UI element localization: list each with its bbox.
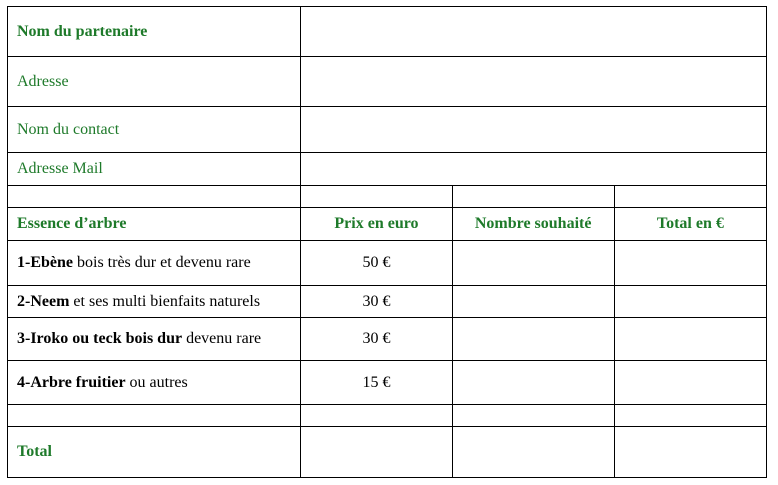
- contact-field[interactable]: [301, 107, 767, 153]
- email-row: [8, 153, 767, 186]
- spacer-cell: [8, 186, 301, 208]
- product-desc: et ses multi bienfaits naturels: [69, 292, 261, 310]
- spacer-row: [8, 186, 767, 208]
- product-row: [8, 286, 767, 318]
- product-name: 1-Ebène: [17, 254, 73, 271]
- header-species: Essence d’arbre: [8, 208, 301, 241]
- email-label: Adresse Mail: [8, 153, 301, 186]
- product-row: [8, 361, 767, 405]
- product-row: [8, 241, 767, 286]
- product-name-cell: [8, 361, 301, 405]
- email-field[interactable]: [301, 153, 767, 186]
- spacer-row: [8, 405, 767, 427]
- total-label: Total: [8, 427, 301, 478]
- spacer-cell: [8, 405, 301, 427]
- product-price: 30 €: [301, 318, 452, 361]
- contact-label: Nom du contact: [8, 107, 301, 153]
- quantity-field[interactable]: [452, 241, 614, 286]
- product-name-cell: [8, 318, 301, 361]
- partner-name-row: [8, 7, 767, 57]
- product-price: 30 €: [301, 286, 452, 318]
- row-total-field[interactable]: [614, 286, 766, 318]
- product-desc: bois très dur et devenu rare: [73, 254, 251, 271]
- header-price: Prix en euro: [301, 208, 452, 241]
- product-name: 2-Neem: [17, 292, 70, 310]
- spacer-cell: [614, 186, 766, 208]
- header-total: Total en €: [614, 208, 766, 241]
- quantity-field[interactable]: [452, 361, 614, 405]
- spacer-cell: [452, 186, 614, 208]
- row-total-field[interactable]: [614, 361, 766, 405]
- partner-name-field[interactable]: [301, 7, 767, 57]
- product-desc: devenu rare: [182, 330, 262, 347]
- partner-name-label: Nom du partenaire: [8, 7, 301, 57]
- quantity-field[interactable]: [452, 318, 614, 361]
- grand-total-field[interactable]: [614, 427, 766, 478]
- row-total-field[interactable]: [614, 318, 766, 361]
- address-label: Adresse: [8, 57, 301, 107]
- total-row: [8, 427, 767, 478]
- spacer-cell: [614, 405, 766, 427]
- contact-row: [8, 107, 767, 153]
- product-name: 4-Arbre fruitier: [17, 373, 126, 391]
- quantity-field[interactable]: [452, 286, 614, 318]
- row-total-field[interactable]: [614, 241, 766, 286]
- header-quantity: Nombre souhaité: [452, 208, 614, 241]
- product-price: 50 €: [301, 241, 452, 286]
- spacer-cell: [301, 405, 452, 427]
- product-row: [8, 318, 767, 361]
- total-price-field[interactable]: [301, 427, 452, 478]
- product-name-cell: [8, 241, 301, 286]
- product-name: 3-Iroko ou teck bois dur: [17, 330, 183, 347]
- address-row: [8, 57, 767, 107]
- order-form-table: [7, 6, 767, 478]
- product-name-cell: [8, 286, 301, 318]
- header-row: [8, 208, 767, 241]
- spacer-cell: [301, 186, 452, 208]
- address-field[interactable]: [301, 57, 767, 107]
- product-price: 15 €: [301, 361, 452, 405]
- product-desc: ou autres: [125, 373, 188, 391]
- total-quantity-field[interactable]: [452, 427, 614, 478]
- spacer-cell: [452, 405, 614, 427]
